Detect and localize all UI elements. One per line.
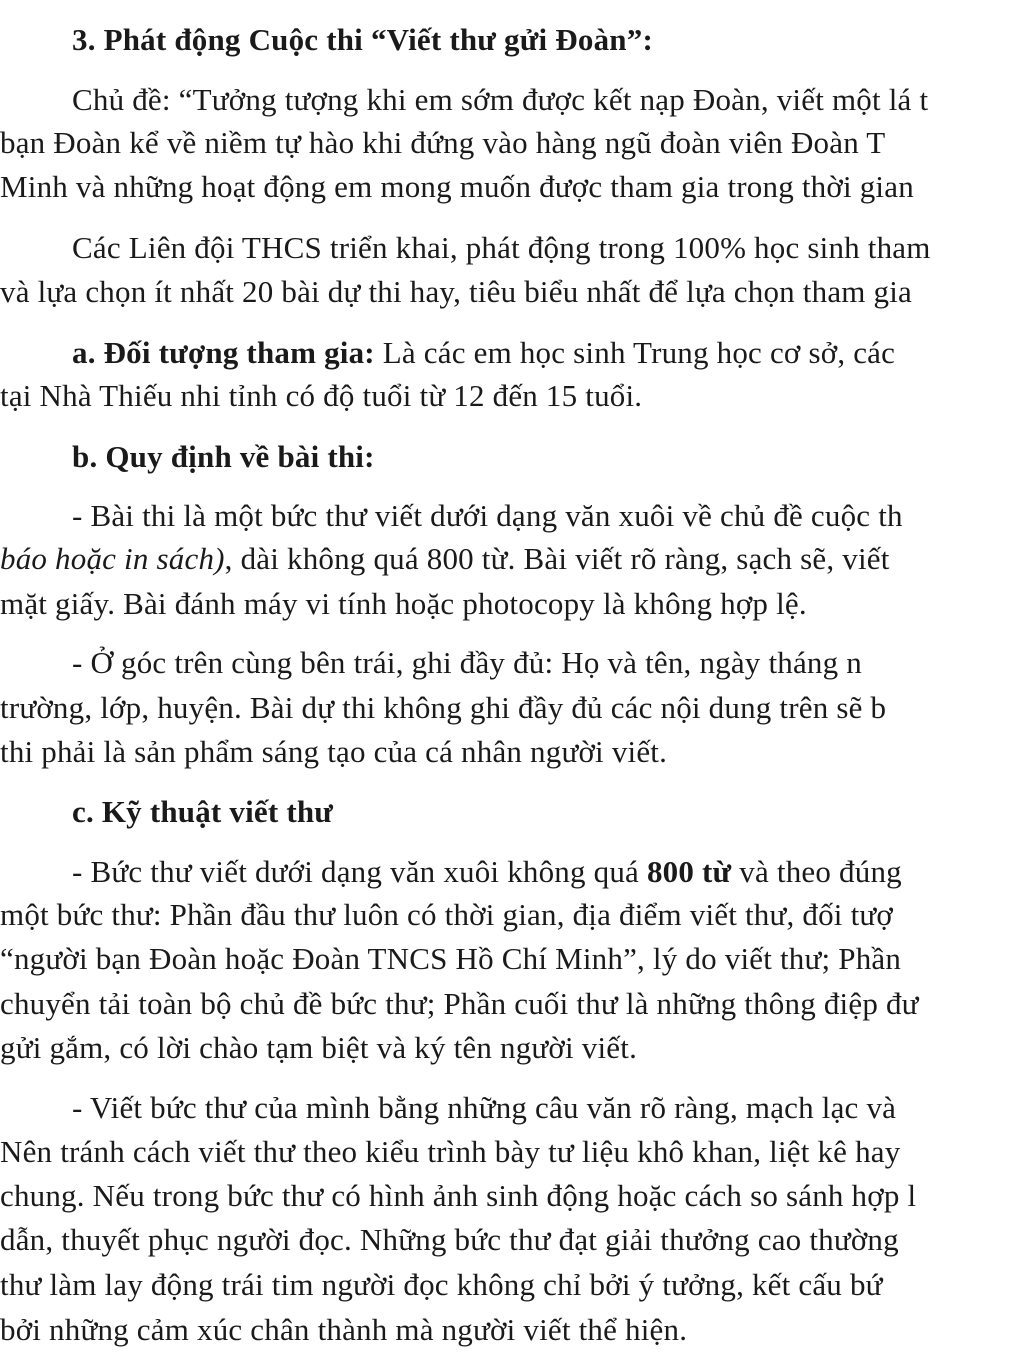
technique-line-1a: - Bức thư viết dưới dạng văn xuôi không quá bbox=[72, 854, 647, 889]
section-heading-3: 3. Phát động Cuộc thi “Viết thư gửi Đoàn”: bbox=[72, 22, 653, 57]
rules-italic-note: báo hoặc in sách) bbox=[0, 541, 225, 576]
style-line-1: - Viết bức thư của mình bằng những câu văn rõ ràng, mạch lạc và bbox=[72, 1090, 897, 1125]
technique-line-1b: và theo đúng bbox=[731, 854, 902, 889]
rules-line-2 bbox=[0, 539, 890, 579]
rules-p2-line-3: thi phải là sản phẩm sáng tạo của cá nhân người viết. bbox=[0, 734, 668, 769]
technique-line-5: gửi gắm, có lời chào tạm biệt và ký tên người viết. bbox=[0, 1030, 638, 1065]
style-line-5: thư làm lay động trái tim người đọc không chỉ bởi ý tưởng, kết cấu bứ bbox=[0, 1267, 883, 1302]
style-line-4: dẫn, thuyết phục người đọc. Những bức thư đạt giải thưởng cao thường bbox=[0, 1222, 899, 1257]
rules-line-2-text: , dài không quá 800 từ. Bài viết rõ ràng, sạch sẽ, viết bbox=[224, 541, 890, 576]
word-limit: 800 từ bbox=[646, 854, 732, 889]
deploy-line-2: và lựa chọn ít nhất 20 bài dự thi hay, tiêu biểu nhất để lựa chọn tham gia bbox=[0, 274, 913, 309]
participants-text: Là các em học sinh Trung học cơ sở, các bbox=[374, 335, 896, 370]
rules-line-3: mặt giấy. Bài đánh máy vi tính hoặc photocopy là không hợp lệ. bbox=[0, 586, 807, 621]
topic-line-1: Chủ đề: “Tưởng tượng khi em sớm được kết nạp Đoàn, viết một lá t bbox=[72, 82, 929, 117]
topic-line-3: Minh và những hoạt động em mong muốn được tham gia trong thời gian bbox=[0, 169, 914, 204]
participants-line-2: tại Nhà Thiếu nhi tỉnh có độ tuổi từ 12 đến 15 tuổi. bbox=[0, 378, 643, 413]
style-line-2: Nên tránh cách viết thư theo kiểu trình bày tư liệu khô khan, liệt kê hay bbox=[0, 1134, 901, 1169]
style-line-6: bởi những cảm xúc chân thành mà người viết thể hiện. bbox=[0, 1312, 688, 1347]
participants-label: a. Đối tượng tham gia: bbox=[72, 335, 375, 370]
technique-line-2: một bức thư: Phần đầu thư luôn có thời gian, địa điểm viết thư, đối tượ bbox=[0, 897, 893, 932]
rules-p2-line-1: - Ở góc trên cùng bên trái, ghi đầy đủ: Họ và tên, ngày tháng n bbox=[72, 645, 862, 680]
rules-line-1: - Bài thi là một bức thư viết dưới dạng văn xuôi về chủ đề cuộc th bbox=[72, 498, 903, 533]
technique-line-3: “người bạn Đoàn hoặc Đoàn TNCS Hồ Chí Minh”, lý do viết thư; Phần bbox=[0, 941, 902, 976]
technique-line-1 bbox=[72, 852, 902, 892]
rules-heading: b. Quy định về bài thi: bbox=[72, 439, 375, 474]
technique-heading: c. Kỹ thuật viết thư bbox=[72, 794, 334, 829]
participants-line-1 bbox=[72, 333, 895, 373]
topic-line-2: bạn Đoàn kể về niềm tự hào khi đứng vào hàng ngũ đoàn viên Đoàn T bbox=[0, 125, 886, 160]
technique-line-4: chuyển tải toàn bộ chủ đề bức thư; Phần cuối thư là những thông điệp đư bbox=[0, 986, 919, 1021]
rules-p2-line-2: trường, lớp, huyện. Bài dự thi không ghi đầy đủ các nội dung trên sẽ b bbox=[0, 690, 887, 725]
deploy-line-1: Các Liên đội THCS triển khai, phát động trong 100% học sinh tham bbox=[72, 230, 931, 265]
style-line-3: chung. Nếu trong bức thư có hình ảnh sinh động hoặc cách so sánh hợp l bbox=[0, 1178, 917, 1213]
